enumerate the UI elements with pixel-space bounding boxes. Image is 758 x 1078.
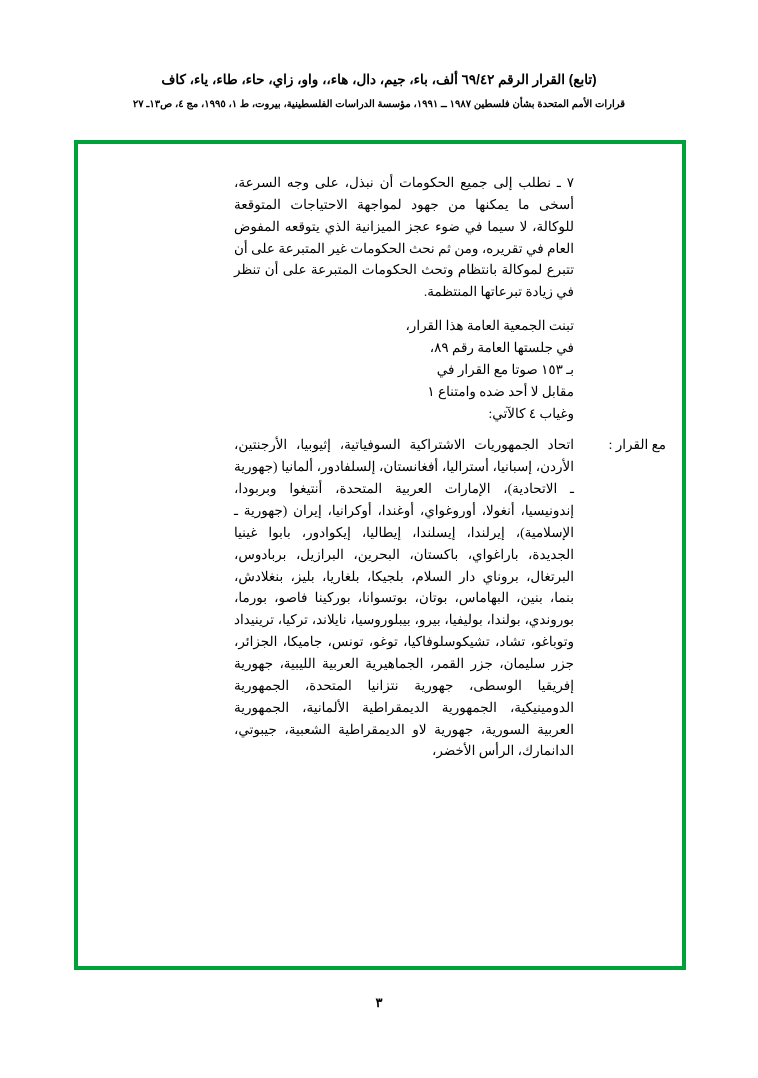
adoption-statement bbox=[234, 315, 574, 424]
adoption-line: وغياب ٤ كالآتي: bbox=[488, 405, 574, 421]
vote-in-favour-countries: اتحاد الجمهوريات الاشتراكية السوفياتية، إثيوبيا، الأرجنتين، الأردن، إسبانيا، أستراليا، أفغانستان، إلسلفادور، ألمانيا (جهورية ـ الاتحادية)، الإمارات العربية المتحدة، أنتيغوا وبربودا، إندونيسيا، أنغولا، أوروغواي، أوغندا، أوكرانيا، إيران (جهورية ـ الإسلامية)، إيرلندا، إيسلندا، إيطاليا، إيكوادور، بابوا غينيا الجديدة، باراغواي، باكستان، البحرين، البرازيل، بربادوس، البرتغال، بروناي دار السلام، بلجيكا، بلغاريا، بليز، بنغلادش، بنما، بنين، البهاماس، بوتان، بوتسوانا، بوركينا فاصو، بورما، بوروندي، بولندا، بوليفيا، بيرو، بيبلوروسيا، نايلاند، تركيا، ترينيداد وتوباغو، تشاد، تشيكوسلوفاكيا، توغو، تونس، جاميكا، الجزائر، جزر سليمان، جزر القمر، الجماهيرية العربية الليبية، جهورية إفريقيا الوسطى، جهورية نتزانيا المتحدة، الجمهورية الدومينيكية، الجمهورية الديمقراطية الألمانية، الجمهورية العربية السورية، جهورية لاو الديمقراطية الشعبية، جيبوتي، الدانمارك، الرأس الأخضر، bbox=[234, 437, 574, 759]
vote-in-favour-label: مع القرار : bbox=[608, 437, 666, 453]
frame-inner bbox=[78, 144, 682, 966]
adoption-line: في جلستها العامة رقم ٨٩، bbox=[429, 340, 574, 356]
vote-in-favour-block bbox=[234, 434, 666, 762]
page-header bbox=[0, 70, 758, 112]
header-title: (تابع) القرار الرقم ٦٩/٤٢ ألف، باء، جيم، دال، هاء،، واو، زاي، حاء، طاء، ياء، كاف bbox=[161, 72, 597, 87]
adoption-line: مقابل لا أحد ضده وامتناع ١ bbox=[427, 383, 574, 399]
document-body bbox=[234, 172, 666, 762]
page-number: ٣ bbox=[375, 995, 383, 1010]
paragraph-7: ٧ ـ نطلب إلى جميع الحكومات أن نبذل، على وجه السرعة، أسخى ما يمكنها من جهود لمواجهة الاحتياجات المتوقعة للوكالة، لا سيما في ضوء عجز الميزانية الذي يتوقعه المفوض العام في تقريره، ومن ثم نحث الحكومات غير المتبرعة على أن تتبرع لموكالة بانتظام وتحث الحكومات المتبرعة على أن تنظر في زيادة تبرعاتها المنتظمة. bbox=[234, 175, 574, 300]
adoption-line: تبنت الجمعية العامة هذا القرار، bbox=[405, 318, 574, 334]
header-subtitle: قرارات الأمم المتحدة بشأن فلسطين ١٩٨٧ ــ ١٩٩١، مؤسسة الدراسات الفلسطينية، بيروت، ط ١، ١٩٩٥، مج ٤، ص١٣ـ ٢٧ bbox=[132, 99, 626, 111]
adoption-line: بـ ١٥٣ صوتا مع القرار في bbox=[436, 361, 574, 377]
green-border-frame bbox=[74, 140, 686, 970]
